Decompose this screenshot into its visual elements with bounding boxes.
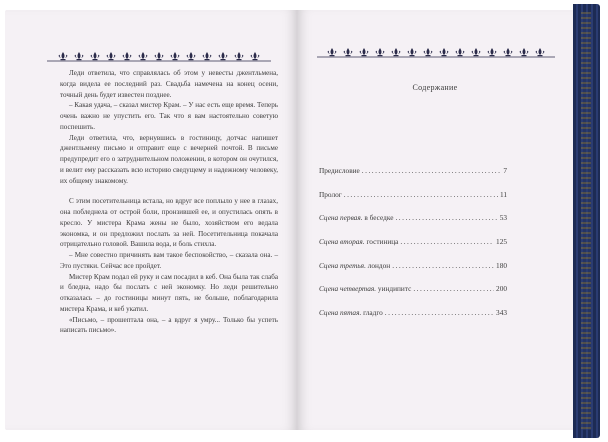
right-page <box>297 10 573 430</box>
toc-entry-page: 125 <box>496 237 507 247</box>
paragraph: «Письмо, – прошептала она, – а вдруг я умру... Только бы успеть написать письмо». <box>60 315 278 335</box>
fleur-de-lis-icon <box>203 52 212 60</box>
table-of-contents <box>319 166 507 332</box>
toc-entry <box>319 308 507 318</box>
toc-leader-dots <box>362 166 502 175</box>
paragraph: С этим посетительница встала, но вдруг все поплыло у нее в глазах, она побледнела от острой боли, пронзившей ее, и опустилась опять в кресло. У мистера Крама жены не было, хозяйством его ведала экономка, и он предложил послать за ней. Посетительница покачала отрицательно головой. Вашила вода, и боль стихла. <box>60 197 278 249</box>
toc-leader-dots <box>385 308 494 317</box>
toc-entry-label: в беседке <box>362 213 394 223</box>
toc-entry-prefix: Сцена третья. <box>319 260 366 270</box>
toc-entry-label: уиндипитс <box>376 284 412 294</box>
paragraph: – Какая удача, – сказал мистер Крам. – У нас есть еще время. Теперь очень важно не упустить его. Так что я вам настоятельно советую поспешить. <box>60 101 278 131</box>
toc-leader-dots <box>392 261 494 270</box>
left-page <box>5 10 297 430</box>
toc-entry-prefix: Сцена вторая. <box>319 237 365 247</box>
fleur-de-lis-icon <box>171 52 180 60</box>
fleur-de-lis-icon <box>59 52 68 60</box>
fleur-de-lis-icon <box>408 48 417 56</box>
toc-entry-label: лондон <box>365 260 391 270</box>
fleur-de-lis-icon <box>251 52 260 60</box>
fleur-de-lis-border-icon <box>317 47 555 61</box>
toc-entry-label: гостиница <box>364 237 399 247</box>
fleur-de-lis-icon <box>392 48 401 56</box>
fleur-de-lis-icon <box>235 52 244 60</box>
toc-leader-dots <box>400 237 494 246</box>
fleur-de-lis-icon <box>440 48 449 56</box>
open-book <box>5 4 600 438</box>
toc-leader-dots <box>395 213 497 222</box>
fleur-de-lis-icon <box>488 48 497 56</box>
paragraph: Леди ответила, что, вернувшись в гостиницу, дотчас напишет джентльмену письмо и отправит еще с вечерней почтой. В письме предупредит его о затруднительном положении, в котором он очутился, и велит ему рассказать всю историю сведущему и надежному человеку, их общему знакомому. <box>60 133 278 185</box>
fleur-de-lis-icon <box>155 52 164 60</box>
toc-entry-page: 11 <box>499 189 507 199</box>
fleur-de-lis-icon <box>472 48 481 56</box>
toc-entry-page: 180 <box>496 260 507 270</box>
toc-entry <box>319 261 507 271</box>
paragraph: – Мне совестно причинять вам такое беспокойство, – сказала она. – Это пустяки. Сейчас все пройдет. <box>60 251 278 270</box>
fleur-de-lis-icon <box>344 48 353 56</box>
toc-entry-prefix: Сцена пятая. <box>319 308 362 318</box>
fleur-de-lis-icon <box>91 52 100 60</box>
fleur-de-lis-icon <box>536 48 545 56</box>
fleur-de-lis-icon <box>376 48 385 56</box>
toc-entry-page: 343 <box>496 308 507 318</box>
fleur-de-lis-icon <box>520 48 529 56</box>
left-page-text <box>60 68 278 336</box>
toc-entry-label: гладго <box>361 308 383 318</box>
toc-entry-label: Пролог <box>319 189 342 199</box>
paragraph: Леди ответила, что справлялась об этом у невесты джентльмена, когда видела ее последний раз. Свадьба намечена на конец осени, точный день будет известен позднее. <box>60 69 278 99</box>
fleur-de-lis-icon <box>107 52 116 60</box>
toc-entry-label: Предисловие <box>319 166 360 175</box>
fleur-de-lis-icon <box>504 48 513 56</box>
fleur-de-lis-icon <box>328 48 337 56</box>
toc-entry <box>319 284 507 294</box>
fleur-de-lis-icon <box>187 52 196 60</box>
toc-entry-prefix: Сцена первая. <box>319 213 363 223</box>
toc-leader-dots <box>413 284 494 293</box>
fleur-de-lis-icon <box>456 48 465 56</box>
toc-leader-dots <box>344 190 498 199</box>
toc-entry <box>319 237 507 247</box>
fleur-de-lis-icon <box>219 52 228 60</box>
book-cover-pattern <box>581 12 591 430</box>
toc-entry-page: 53 <box>499 213 507 223</box>
fleur-de-lis-icon <box>139 52 148 60</box>
toc-entry <box>319 190 507 200</box>
fleur-de-lis-icon <box>360 48 369 56</box>
toc-entry-prefix: Сцена четвертая. <box>319 284 377 294</box>
fleur-de-lis-icon <box>123 52 132 60</box>
toc-title: Содержание <box>412 83 458 92</box>
fleur-de-lis-icon <box>424 48 433 56</box>
toc-entry-page: 7 <box>503 166 507 175</box>
toc-entry <box>319 166 507 176</box>
toc-entry <box>319 213 507 223</box>
fleur-de-lis-border-icon <box>47 51 271 65</box>
fleur-de-lis-icon <box>75 52 84 60</box>
paragraph: Мистер Крам подал ей руку и сам посадил в кеб. Она была так слаба и бледна, надо бы послать с ней экономку. Но леди решительно отказалась – до гостиницы минут пять, не больше, поблагодарила мистера Крама, и кеб укатил. <box>60 272 278 313</box>
toc-entry-page: 200 <box>496 284 507 294</box>
